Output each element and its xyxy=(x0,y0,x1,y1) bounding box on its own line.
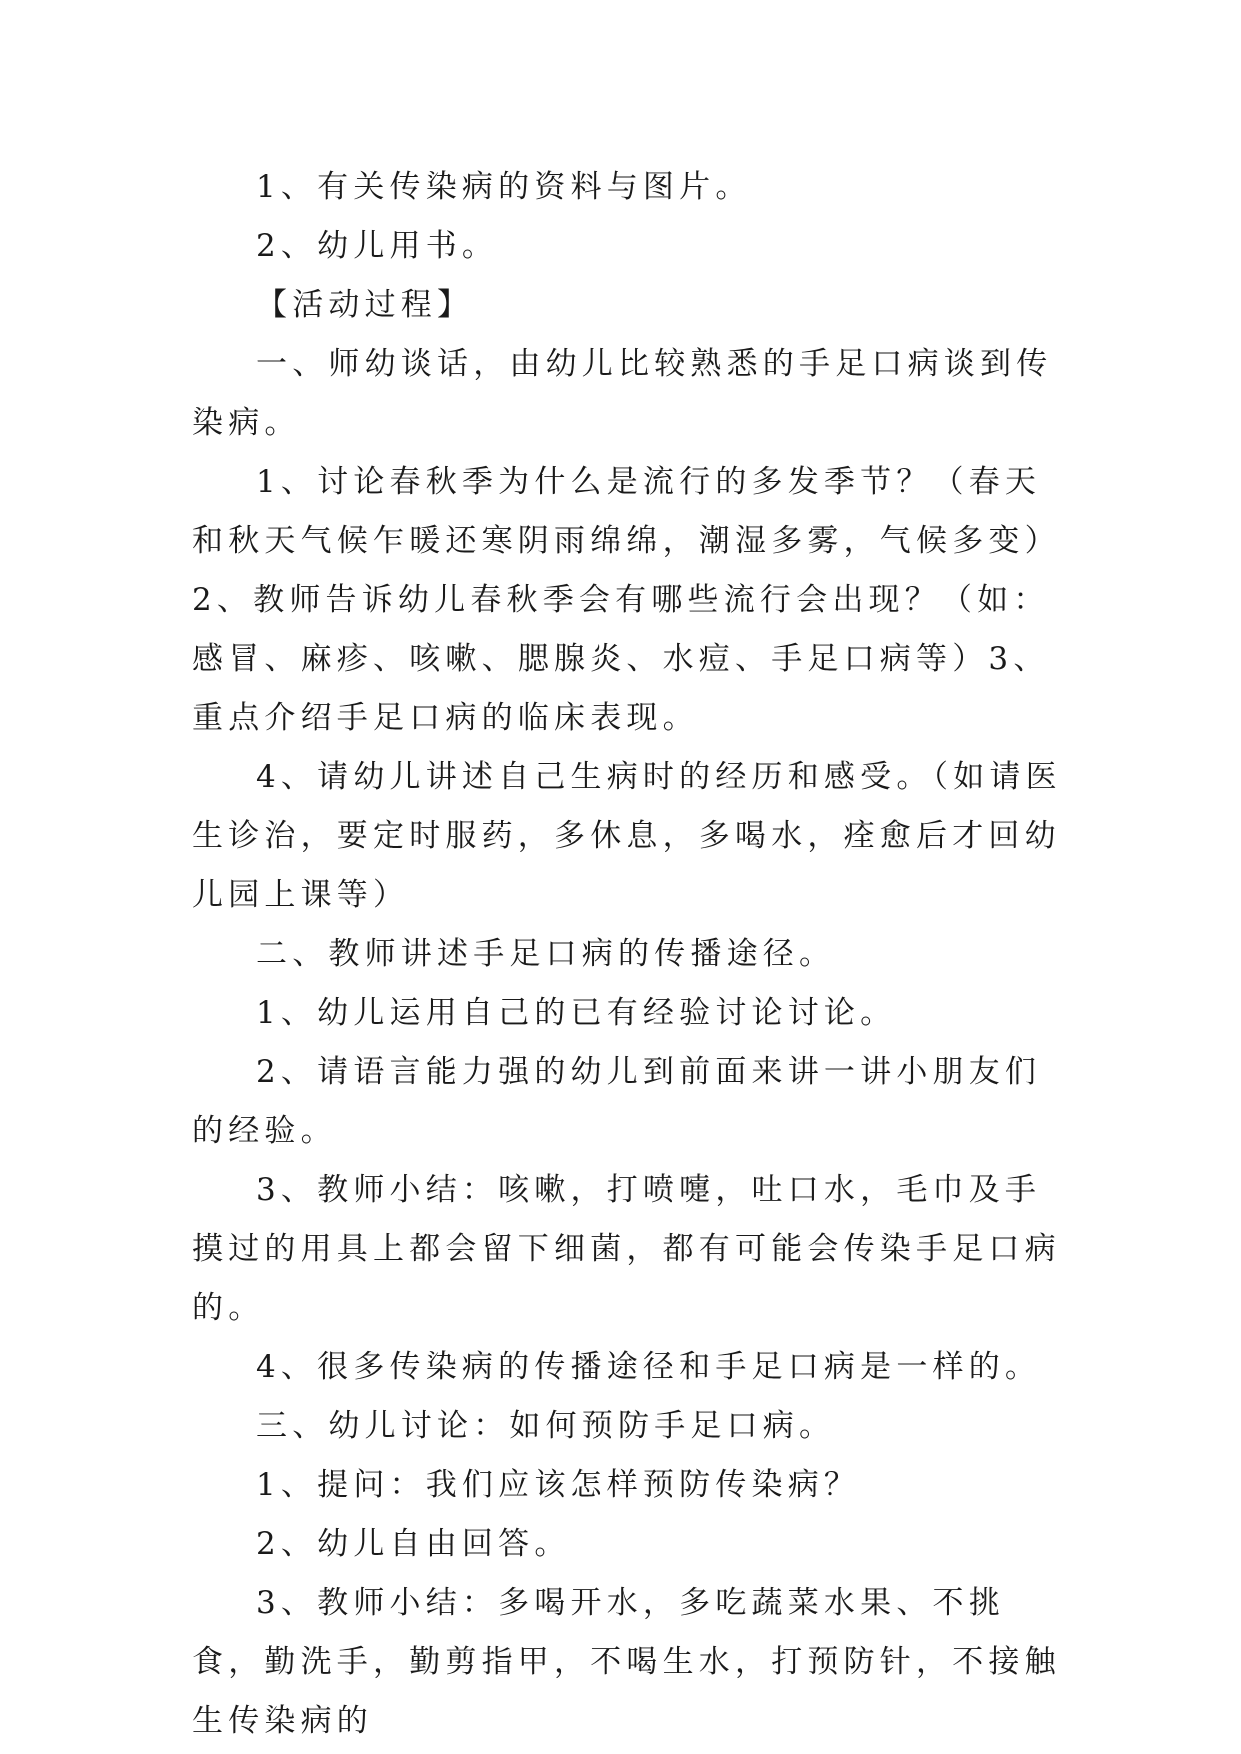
step-two-item-2: 2、请语言能力强的幼儿到前面来讲一讲小朋友们的经验。 xyxy=(192,1054,1042,1149)
step-three-item-1: 1、提问：我们应该怎样预防传染病？ xyxy=(256,1467,861,1503)
section-heading-activity-process: 【活动过程】 xyxy=(256,287,474,323)
step-three-item-2: 2、幼儿自由回答。 xyxy=(256,1526,571,1562)
step-two-heading: 二、教师讲述手足口病的传播途径。 xyxy=(256,936,836,972)
step-three-item-3: 3、教师小结：多喝开水，多吃蔬菜水果、不挑食，勤洗手，勤剪指甲，不喝生水，打预防针，不接触生传染病的 xyxy=(192,1585,1061,1739)
step-two-item-3: 3、教师小结：咳嗽，打喷嚏，吐口水，毛巾及手摸过的用具上都会留下细菌，都有可能会传染手足口病的。 xyxy=(192,1172,1061,1326)
materials-item-2: 2、幼儿用书。 xyxy=(256,228,499,264)
step-one-item-4: 4、请幼儿讲述自己生病时的经历和感受。（如请医生诊治，要定时服药，多休息，多喝水，痊愈后才回幼儿园上课等） xyxy=(192,759,1062,913)
step-two-item-4: 4、很多传染病的传播途径和手足口病是一样的。 xyxy=(256,1349,1042,1385)
materials-item-1: 1、有关传染病的资料与图片。 xyxy=(256,169,752,205)
document-page xyxy=(192,158,1072,1751)
step-one-heading: 一、师幼谈话，由幼儿比较熟悉的手足口病谈到传染病。 xyxy=(192,346,1053,441)
step-two-item-1: 1、幼儿运用自己的已有经验讨论讨论。 xyxy=(256,995,897,1031)
step-three-heading: 三、幼儿讨论：如何预防手足口病。 xyxy=(256,1408,836,1444)
step-one-discussion: 1、讨论春秋季为什么是流行的多发季节？（春天和秋天气候乍暖还寒阴雨绵绵，潮湿多雾，气候多变）2、教师告诉幼儿春秋季会有哪些流行会出现？（如：感冒、麻疹、咳嗽、腮腺炎、水痘、手足口病等）3、重点介绍手足口病的临床表现。 xyxy=(192,464,1061,736)
